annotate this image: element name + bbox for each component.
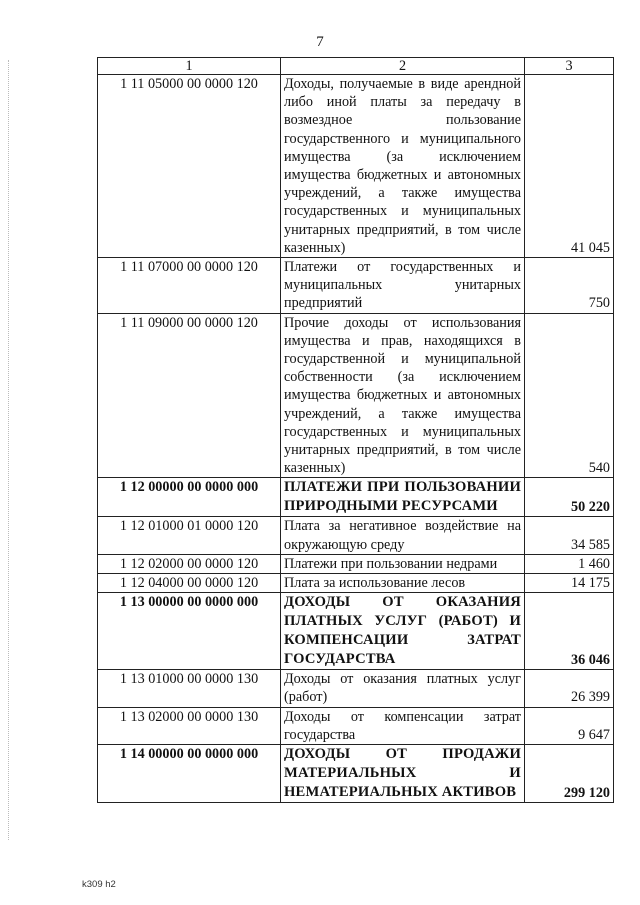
table-row xyxy=(98,313,614,478)
row-description: ДОХОДЫ ОТ ПРОДАЖИ МАТЕРИАЛЬНЫХ И НЕМАТЕРИАЛЬНЫХ АКТИВОВ xyxy=(281,745,525,803)
row-code: 1 11 05000 00 0000 120 xyxy=(98,75,281,258)
row-code: 1 12 02000 00 0000 120 xyxy=(98,554,281,573)
document-footer-code: k309 h2 xyxy=(82,879,116,890)
page-number: 7 xyxy=(316,34,324,50)
table-row-section xyxy=(98,478,614,517)
row-description: ДОХОДЫ ОТ ОКАЗАНИЯ ПЛАТНЫХ УСЛУГ (РАБОТ) И КОМПЕНСАЦИИ ЗАТРАТ ГОСУДАРСТВА xyxy=(281,593,525,670)
row-code: 1 11 07000 00 0000 120 xyxy=(98,258,281,314)
margin-scan-marks xyxy=(8,60,10,840)
row-amount: 1 460 xyxy=(525,554,614,573)
row-description: Прочие доходы от использования имущества и прав, находящихся в государственной и муниципальной собственности (за исключением имущества бюджетных и автономных учреждений, а также имущества государственных и муниципальных унитарных предприятий, в том числе казенных) xyxy=(281,313,525,478)
table-header-row xyxy=(98,58,614,75)
row-amount: 41 045 xyxy=(525,75,614,258)
column-header-amount: 3 xyxy=(525,58,614,75)
row-description: Доходы, получаемые в виде арендной либо иной платы за передачу в возмездное пользование государственного и муниципального имущества (за исключением имущества бюджетных и автономных учреждений, а также имущества государственных и муниципальных унитарных предприятий, в том числе казенных) xyxy=(281,75,525,258)
row-code: 1 14 00000 00 0000 000 xyxy=(98,745,281,803)
row-description: Платежи при пользовании недрами xyxy=(281,554,525,573)
revenue-table xyxy=(97,57,614,803)
row-description: ПЛАТЕЖИ ПРИ ПОЛЬЗОВАНИИ ПРИРОДНЫМИ РЕСУРСАМИ xyxy=(281,478,525,517)
table-row-section xyxy=(98,745,614,803)
row-amount: 750 xyxy=(525,258,614,314)
row-amount: 26 399 xyxy=(525,670,614,707)
table-row xyxy=(98,517,614,554)
row-description: Плата за использование лесов xyxy=(281,574,525,593)
row-code: 1 13 00000 00 0000 000 xyxy=(98,593,281,670)
row-amount: 36 046 xyxy=(525,593,614,670)
row-description: Доходы от оказания платных услуг (работ) xyxy=(281,670,525,707)
row-description: Плата за негативное воздействие на окружающую среду xyxy=(281,517,525,554)
column-header-description: 2 xyxy=(281,58,525,75)
row-code: 1 13 01000 00 0000 130 xyxy=(98,670,281,707)
table-row xyxy=(98,75,614,258)
row-code: 1 12 04000 00 0000 120 xyxy=(98,574,281,593)
row-code: 1 12 01000 01 0000 120 xyxy=(98,517,281,554)
row-amount: 50 220 xyxy=(525,478,614,517)
table-row xyxy=(98,670,614,707)
row-amount: 14 175 xyxy=(525,574,614,593)
row-code: 1 11 09000 00 0000 120 xyxy=(98,313,281,478)
row-code: 1 13 02000 00 0000 130 xyxy=(98,707,281,744)
table-row xyxy=(98,554,614,573)
row-code: 1 12 00000 00 0000 000 xyxy=(98,478,281,517)
row-amount: 299 120 xyxy=(525,745,614,803)
table-row-section xyxy=(98,593,614,670)
table-row xyxy=(98,258,614,314)
table-row xyxy=(98,707,614,744)
row-description: Платежи от государственных и муниципальных унитарных предприятий xyxy=(281,258,525,314)
row-amount: 9 647 xyxy=(525,707,614,744)
row-amount: 540 xyxy=(525,313,614,478)
table-row xyxy=(98,574,614,593)
row-description: Доходы от компенсации затрат государства xyxy=(281,707,525,744)
column-header-code: 1 xyxy=(98,58,281,75)
row-amount: 34 585 xyxy=(525,517,614,554)
